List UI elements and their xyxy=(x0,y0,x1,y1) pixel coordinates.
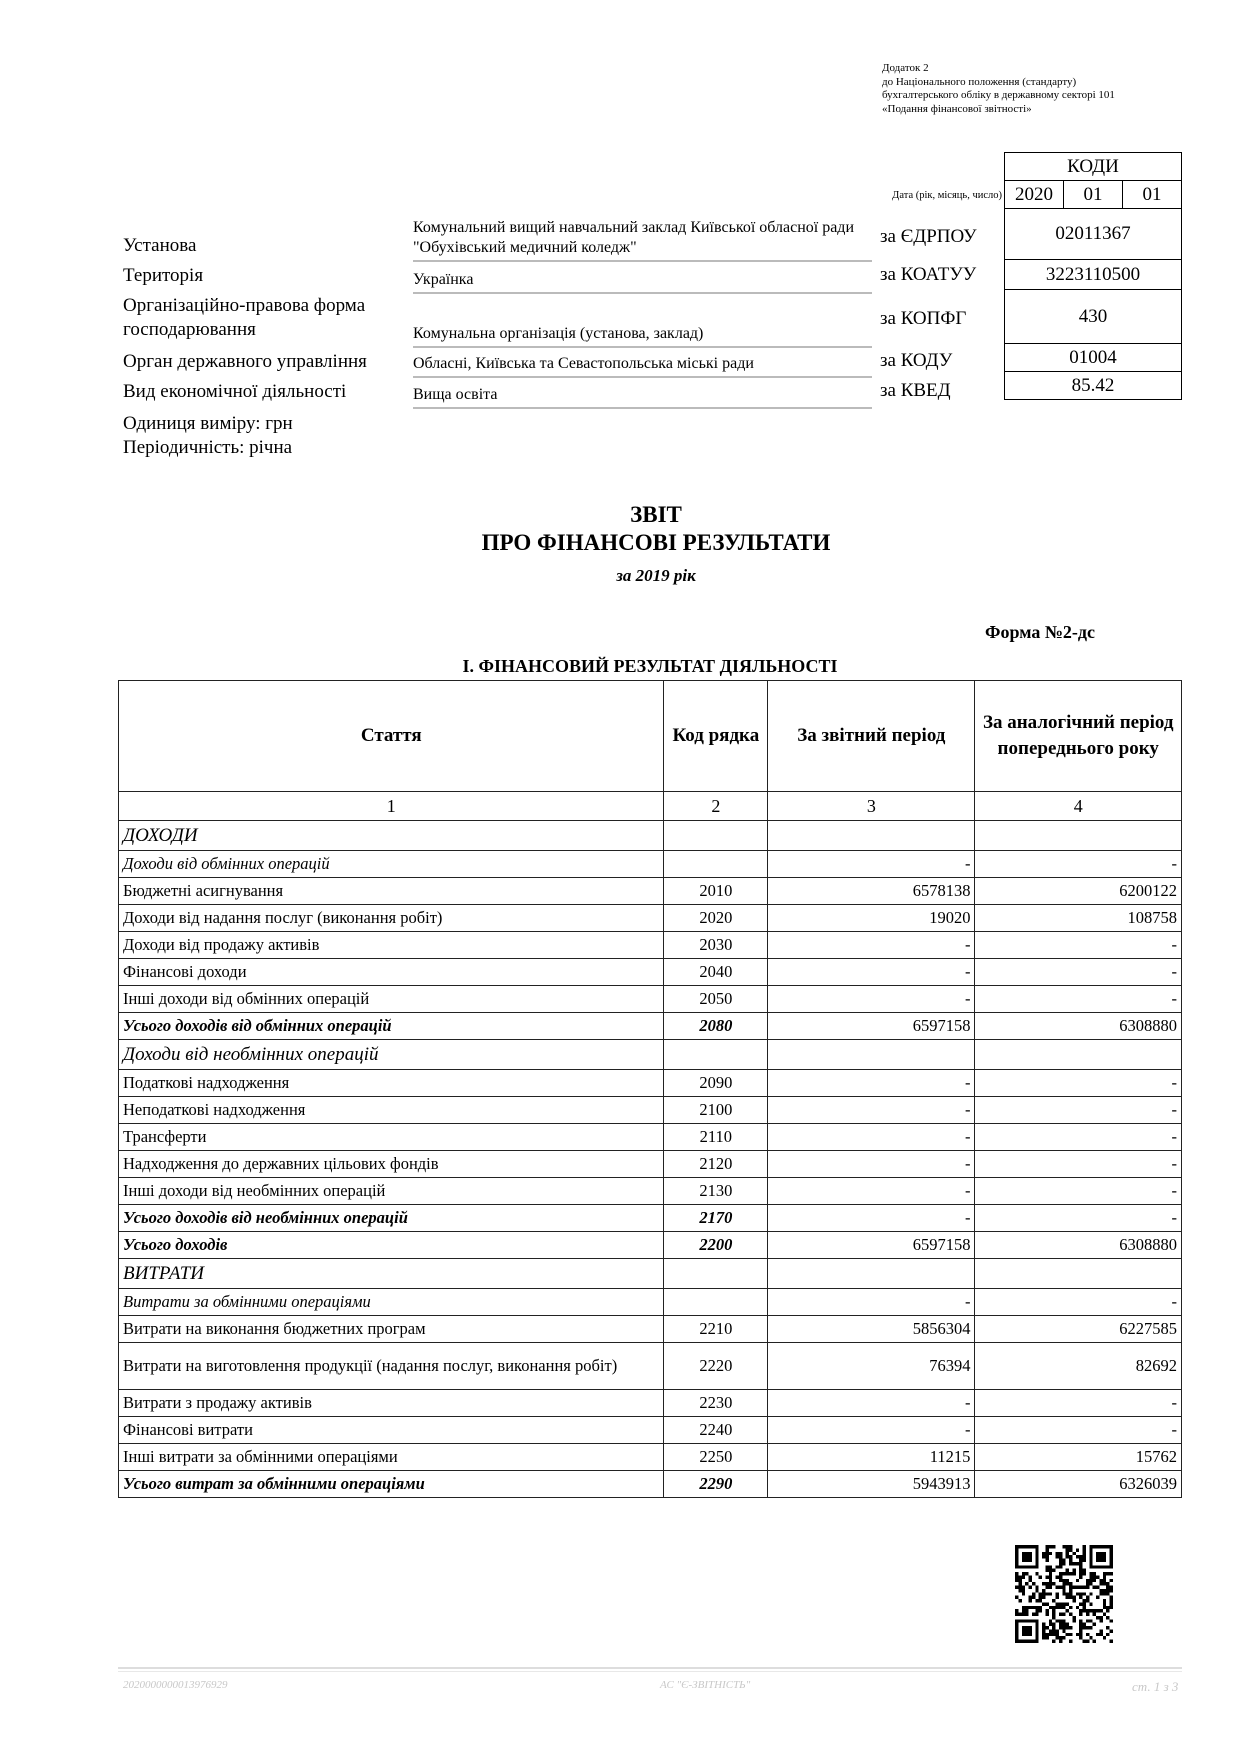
row-code xyxy=(664,821,768,851)
table-row xyxy=(119,878,1182,905)
table-row xyxy=(119,986,1182,1013)
row-label: Інші доходи від обмінних операцій xyxy=(119,986,664,1013)
date-day: 01 xyxy=(1123,181,1182,209)
row-code: 2210 xyxy=(664,1316,768,1343)
table-row xyxy=(119,821,1182,851)
value-territory: Українка xyxy=(413,270,872,294)
value-legal-form: Комунальна організація (установа, заклад) xyxy=(413,324,872,348)
row-previous-value: - xyxy=(975,1417,1182,1444)
row-previous-value xyxy=(975,821,1182,851)
row-label: Інші витрати за обмінними операціями xyxy=(119,1444,664,1471)
code-label-kved: за КВЕД xyxy=(880,380,951,401)
row-label: Трансферти xyxy=(119,1124,664,1151)
code-edrpou: 02011367 xyxy=(1005,209,1182,260)
row-current-value: - xyxy=(768,1151,975,1178)
row-label: Фінансові витрати xyxy=(119,1417,664,1444)
row-code: 2020 xyxy=(664,905,768,932)
row-current-value xyxy=(768,821,975,851)
row-current-value: 6597158 xyxy=(768,1013,975,1040)
row-previous-value xyxy=(975,1040,1182,1070)
row-code xyxy=(664,1040,768,1070)
table-row xyxy=(119,1178,1182,1205)
row-code: 2250 xyxy=(664,1444,768,1471)
table-row xyxy=(119,1013,1182,1040)
label-territory: Територія xyxy=(123,265,204,286)
row-current-value: 19020 xyxy=(768,905,975,932)
header-current: За звітний період xyxy=(768,681,975,792)
row-previous-value: 6227585 xyxy=(975,1316,1182,1343)
row-current-value: - xyxy=(768,1390,975,1417)
row-code: 2220 xyxy=(664,1343,768,1390)
col-number: 2 xyxy=(664,792,768,821)
row-previous-value xyxy=(975,1259,1182,1289)
table-row xyxy=(119,851,1182,878)
row-code xyxy=(664,1259,768,1289)
table-row xyxy=(119,1390,1182,1417)
row-label: Бюджетні асигнування xyxy=(119,878,664,905)
header-code: Код рядка xyxy=(664,681,768,792)
row-previous-value: - xyxy=(975,959,1182,986)
col-number: 3 xyxy=(768,792,975,821)
row-label: ВИТРАТИ xyxy=(119,1259,664,1289)
row-current-value: 6578138 xyxy=(768,878,975,905)
row-previous-value: - xyxy=(975,986,1182,1013)
table-row xyxy=(119,905,1182,932)
row-code: 2290 xyxy=(664,1471,768,1498)
row-label: Усього доходів від необмінних операцій xyxy=(119,1205,664,1232)
form-number: Форма №2-дс xyxy=(985,622,1096,642)
row-label: Надходження до державних цільових фондів xyxy=(119,1151,664,1178)
row-label: Витрати на виготовлення продукції (надання послуг, виконання робіт) xyxy=(119,1343,664,1390)
table-row xyxy=(119,1444,1182,1471)
footer-divider xyxy=(118,1667,1182,1672)
row-current-value: - xyxy=(768,851,975,878)
row-previous-value: - xyxy=(975,1097,1182,1124)
codes-header: КОДИ xyxy=(1005,153,1182,181)
row-label: Фінансові доходи xyxy=(119,959,664,986)
value-institution: Комунальний вищий навчальний заклад Київської обласної ради "Обухівський медичний коледж" xyxy=(413,218,872,262)
table-row xyxy=(119,1259,1182,1289)
table-row xyxy=(119,1289,1182,1316)
table-row xyxy=(119,932,1182,959)
codes-table xyxy=(1004,152,1182,400)
table-row xyxy=(119,1417,1182,1444)
row-current-value: - xyxy=(768,1070,975,1097)
row-current-value: 11215 xyxy=(768,1444,975,1471)
annex-line: бухгалтерського обліку в державному секторі 101 xyxy=(882,89,1115,101)
header-previous: За аналогічний період попереднього року xyxy=(975,681,1182,792)
row-code: 2170 xyxy=(664,1205,768,1232)
row-current-value: - xyxy=(768,1124,975,1151)
row-label: Усього доходів xyxy=(119,1232,664,1259)
row-code xyxy=(664,851,768,878)
table-row xyxy=(119,1471,1182,1498)
footer-system: АС "Є-ЗВІТНІСТЬ" xyxy=(660,1679,751,1691)
row-label: Витрати з продажу активів xyxy=(119,1390,664,1417)
footer-page: ст. 1 з 3 xyxy=(1132,1679,1179,1694)
row-current-value: 76394 xyxy=(768,1343,975,1390)
row-previous-value: 15762 xyxy=(975,1444,1182,1471)
row-previous-value: 108758 xyxy=(975,905,1182,932)
table-row xyxy=(119,1151,1182,1178)
col-number: 4 xyxy=(975,792,1182,821)
row-previous-value: - xyxy=(975,1390,1182,1417)
financial-results-table xyxy=(118,680,1182,1498)
row-current-value xyxy=(768,1259,975,1289)
footer-doc-id: 2020000000013976929 xyxy=(123,1679,228,1691)
row-code: 2230 xyxy=(664,1390,768,1417)
code-koatuu: 3223110500 xyxy=(1005,260,1182,290)
row-current-value: - xyxy=(768,1417,975,1444)
report-subtitle: ПРО ФІНАНСОВІ РЕЗУЛЬТАТИ xyxy=(481,530,831,555)
label-authority: Орган державного управління xyxy=(123,351,367,372)
annex-line: до Національного положення (стандарту) xyxy=(882,75,1077,88)
row-code: 2040 xyxy=(664,959,768,986)
row-code: 2050 xyxy=(664,986,768,1013)
row-label: Інші доходи від необмінних операцій xyxy=(119,1178,664,1205)
date-month: 01 xyxy=(1064,181,1123,209)
row-code: 2200 xyxy=(664,1232,768,1259)
label-activity: Вид економічної діяльності xyxy=(123,381,347,402)
row-label: Доходи від необмінних операцій xyxy=(119,1040,664,1070)
row-previous-value: 6200122 xyxy=(975,878,1182,905)
row-previous-value: - xyxy=(975,851,1182,878)
row-label: Витрати на виконання бюджетних програм xyxy=(119,1316,664,1343)
row-code: 2030 xyxy=(664,932,768,959)
report-period: за 2019 рік xyxy=(616,566,696,585)
report-title: ЗВІТ xyxy=(630,502,682,527)
header-article: Стаття xyxy=(119,681,664,792)
unit-label: Одиниця виміру: грн xyxy=(123,413,293,434)
row-current-value: - xyxy=(768,1289,975,1316)
code-kopfg: 430 xyxy=(1005,290,1182,344)
row-current-value xyxy=(768,1040,975,1070)
date-label: Дата (рік, місяць, число) xyxy=(892,190,1002,201)
table-row xyxy=(119,1343,1182,1390)
row-previous-value: - xyxy=(975,1178,1182,1205)
code-kodu: 01004 xyxy=(1005,344,1182,372)
row-previous-value: - xyxy=(975,1070,1182,1097)
table-row xyxy=(119,1097,1182,1124)
row-previous-value: 6308880 xyxy=(975,1013,1182,1040)
row-current-value: - xyxy=(768,1097,975,1124)
row-previous-value: - xyxy=(975,1151,1182,1178)
row-label: Доходи від продажу активів xyxy=(119,932,664,959)
row-current-value: 5856304 xyxy=(768,1316,975,1343)
col-number: 1 xyxy=(119,792,664,821)
row-code: 2240 xyxy=(664,1417,768,1444)
row-current-value: - xyxy=(768,986,975,1013)
code-kved: 85.42 xyxy=(1005,372,1182,400)
table-row xyxy=(119,1205,1182,1232)
code-label-edrpou: за ЄДРПОУ xyxy=(880,226,977,247)
section-title: І. ФІНАНСОВИЙ РЕЗУЛЬТАТ ДІЯЛЬНОСТІ xyxy=(462,656,838,676)
row-previous-value: - xyxy=(975,1124,1182,1151)
row-code: 2120 xyxy=(664,1151,768,1178)
row-label: Доходи від обмінних операцій xyxy=(119,851,664,878)
table-row xyxy=(119,1070,1182,1097)
annex-line: «Подання фінансової звітності» xyxy=(882,102,1032,115)
code-label-koatuu: за КОАТУУ xyxy=(880,264,977,285)
periodicity-label: Періодичність: річна xyxy=(123,437,293,458)
row-current-value: - xyxy=(768,959,975,986)
row-label: Витрати за обмінними операціями xyxy=(119,1289,664,1316)
row-previous-value: - xyxy=(975,1205,1182,1232)
row-current-value: - xyxy=(768,1178,975,1205)
qr-code-icon xyxy=(1015,1545,1113,1643)
table-row xyxy=(119,1124,1182,1151)
row-code: 2110 xyxy=(664,1124,768,1151)
row-current-value: - xyxy=(768,1205,975,1232)
row-code: 2080 xyxy=(664,1013,768,1040)
row-label: Усього доходів від обмінних операцій xyxy=(119,1013,664,1040)
value-authority: Обласні, Київська та Севастопольська міські ради xyxy=(413,354,872,378)
row-label: Доходи від надання послуг (виконання робіт) xyxy=(119,905,664,932)
row-previous-value: - xyxy=(975,1289,1182,1316)
row-label: Податкові надходження xyxy=(119,1070,664,1097)
row-code xyxy=(664,1289,768,1316)
table-row xyxy=(119,1316,1182,1343)
row-current-value: 5943913 xyxy=(768,1471,975,1498)
table-row xyxy=(119,959,1182,986)
code-label-kodu: за КОДУ xyxy=(880,350,953,371)
value-activity: Вища освіта xyxy=(413,385,872,409)
row-previous-value: 6326039 xyxy=(975,1471,1182,1498)
row-current-value: - xyxy=(768,932,975,959)
row-current-value: 6597158 xyxy=(768,1232,975,1259)
code-label-kopfg: за КОПФГ xyxy=(880,308,967,329)
label-legal-form: Організаційно-правова форма господарювання xyxy=(123,295,366,340)
annex-note xyxy=(882,62,1115,116)
annex-line: Додаток 2 xyxy=(882,62,929,74)
table-row xyxy=(119,1040,1182,1070)
row-label: Усього витрат за обмінними операціями xyxy=(119,1471,664,1498)
label-institution: Установа xyxy=(123,235,197,256)
row-code: 2130 xyxy=(664,1178,768,1205)
row-previous-value: 6308880 xyxy=(975,1232,1182,1259)
row-previous-value: - xyxy=(975,932,1182,959)
table-row xyxy=(119,1232,1182,1259)
row-code: 2010 xyxy=(664,878,768,905)
row-previous-value: 82692 xyxy=(975,1343,1182,1390)
row-code: 2100 xyxy=(664,1097,768,1124)
row-label: ДОХОДИ xyxy=(119,821,664,851)
row-label: Неподаткові надходження xyxy=(119,1097,664,1124)
row-code: 2090 xyxy=(664,1070,768,1097)
date-year: 2020 xyxy=(1005,181,1064,209)
